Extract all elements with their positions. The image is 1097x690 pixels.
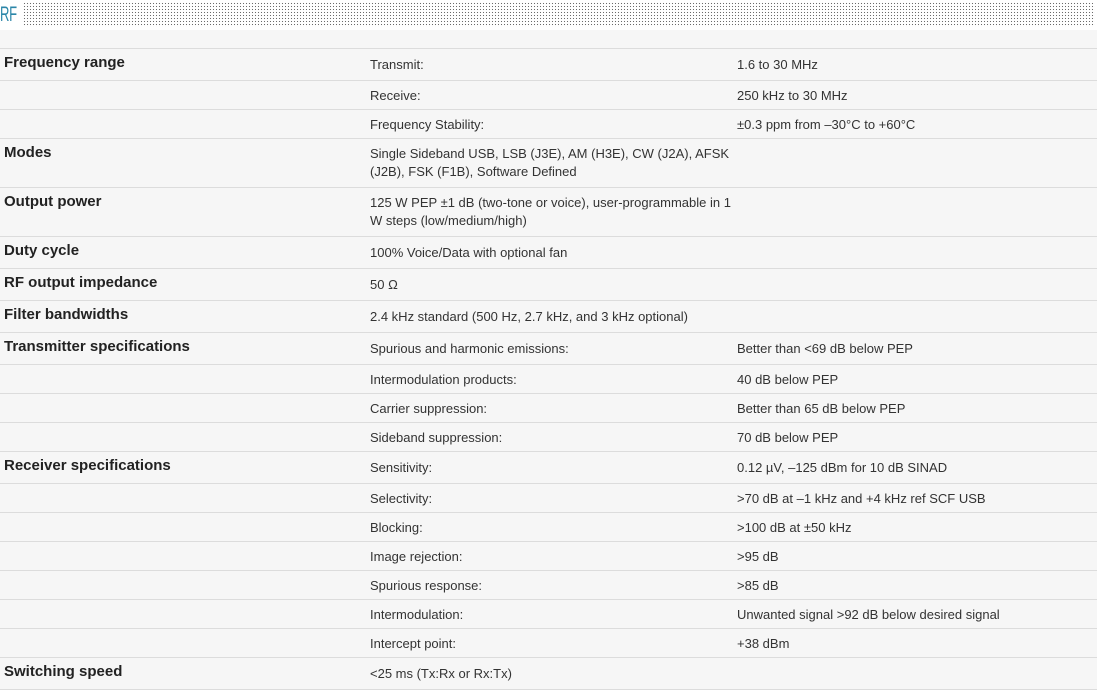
row-value: 70 dB below PEP (733, 423, 1097, 452)
row-value: 0.12 µV, –125 dBm for 10 dB SINAD (733, 452, 1097, 484)
table-row (0, 658, 1097, 690)
row-category (0, 423, 366, 452)
table-row (0, 600, 1097, 629)
row-value: +38 dBm (733, 629, 1097, 658)
row-category: Switching speed (0, 658, 366, 690)
row-value: Better than 65 dB below PEP (733, 394, 1097, 423)
table-row (0, 542, 1097, 571)
row-value: Better than <69 dB below PEP (733, 333, 1097, 365)
row-category (0, 513, 366, 542)
row-value: >100 dB at ±50 kHz (733, 513, 1097, 542)
row-label: Selectivity: (366, 484, 733, 513)
table-row (0, 629, 1097, 658)
row-value: >95 dB (733, 542, 1097, 571)
row-label: Intermodulation products: (366, 365, 733, 394)
row-label: Intercept point: (366, 629, 733, 658)
table-row (0, 333, 1097, 365)
row-label: Carrier suppression: (366, 394, 733, 423)
row-category (0, 484, 366, 513)
row-label: Sensitivity: (366, 452, 733, 484)
row-empty-cell (733, 301, 1097, 333)
row-value: 250 kHz to 30 MHz (733, 81, 1097, 110)
row-empty-cell (733, 139, 1097, 188)
row-value: Unwanted signal >92 dB below desired signal (733, 600, 1097, 629)
spec-table (0, 48, 1097, 690)
row-category (0, 542, 366, 571)
row-empty-cell (733, 237, 1097, 269)
section-header (0, 0, 1097, 30)
row-label: Sideband suppression: (366, 423, 733, 452)
header-dot-pattern (23, 2, 1095, 27)
row-empty-cell (733, 658, 1097, 690)
row-category (0, 81, 366, 110)
row-label: Receive: (366, 81, 733, 110)
table-row (0, 365, 1097, 394)
row-label: Blocking: (366, 513, 733, 542)
table-row (0, 423, 1097, 452)
table-row (0, 139, 1097, 188)
row-category: Frequency range (0, 49, 366, 81)
row-empty-cell (733, 188, 1097, 237)
row-value: >70 dB at –1 kHz and +4 kHz ref SCF USB (733, 484, 1097, 513)
row-text: <25 ms (Tx:Rx or Rx:Tx) (366, 658, 733, 690)
row-category (0, 629, 366, 658)
row-label: Image rejection: (366, 542, 733, 571)
table-row (0, 301, 1097, 333)
table-row (0, 571, 1097, 600)
row-text: 125 W PEP ±1 dB (two-tone or voice), user-programmable in 1 W steps (low/medium/high) (366, 188, 733, 237)
table-row (0, 484, 1097, 513)
row-text: Single Sideband USB, LSB (J3E), AM (H3E), CW (J2A), AFSK (J2B), FSK (F1B), Software Defined (366, 139, 733, 188)
section-title: RF (0, 3, 17, 26)
row-label: Intermodulation: (366, 600, 733, 629)
row-text: 50 Ω (366, 269, 733, 301)
row-label: Transmit: (366, 49, 733, 81)
table-row (0, 452, 1097, 484)
table-row (0, 269, 1097, 301)
row-label: Spurious and harmonic emissions: (366, 333, 733, 365)
row-value: ±0.3 ppm from –30°C to +60°C (733, 110, 1097, 139)
row-category (0, 571, 366, 600)
row-label: Frequency Stability: (366, 110, 733, 139)
row-empty-cell (733, 269, 1097, 301)
row-category: Receiver specifications (0, 452, 366, 484)
row-category: Output power (0, 188, 366, 237)
table-row (0, 188, 1097, 237)
row-text: 100% Voice/Data with optional fan (366, 237, 733, 269)
table-row (0, 394, 1097, 423)
table-row (0, 49, 1097, 81)
table-row (0, 513, 1097, 542)
row-category: Modes (0, 139, 366, 188)
row-category: Transmitter specifications (0, 333, 366, 365)
row-value: 40 dB below PEP (733, 365, 1097, 394)
row-category: Duty cycle (0, 237, 366, 269)
row-text: 2.4 kHz standard (500 Hz, 2.7 kHz, and 3 kHz optional) (366, 301, 733, 333)
table-row (0, 110, 1097, 139)
row-value: >85 dB (733, 571, 1097, 600)
row-category: RF output impedance (0, 269, 366, 301)
row-value: 1.6 to 30 MHz (733, 49, 1097, 81)
row-category (0, 600, 366, 629)
row-category: Filter bandwidths (0, 301, 366, 333)
row-category (0, 110, 366, 139)
row-category (0, 365, 366, 394)
row-label: Spurious response: (366, 571, 733, 600)
table-row (0, 237, 1097, 269)
table-row (0, 81, 1097, 110)
row-category (0, 394, 366, 423)
